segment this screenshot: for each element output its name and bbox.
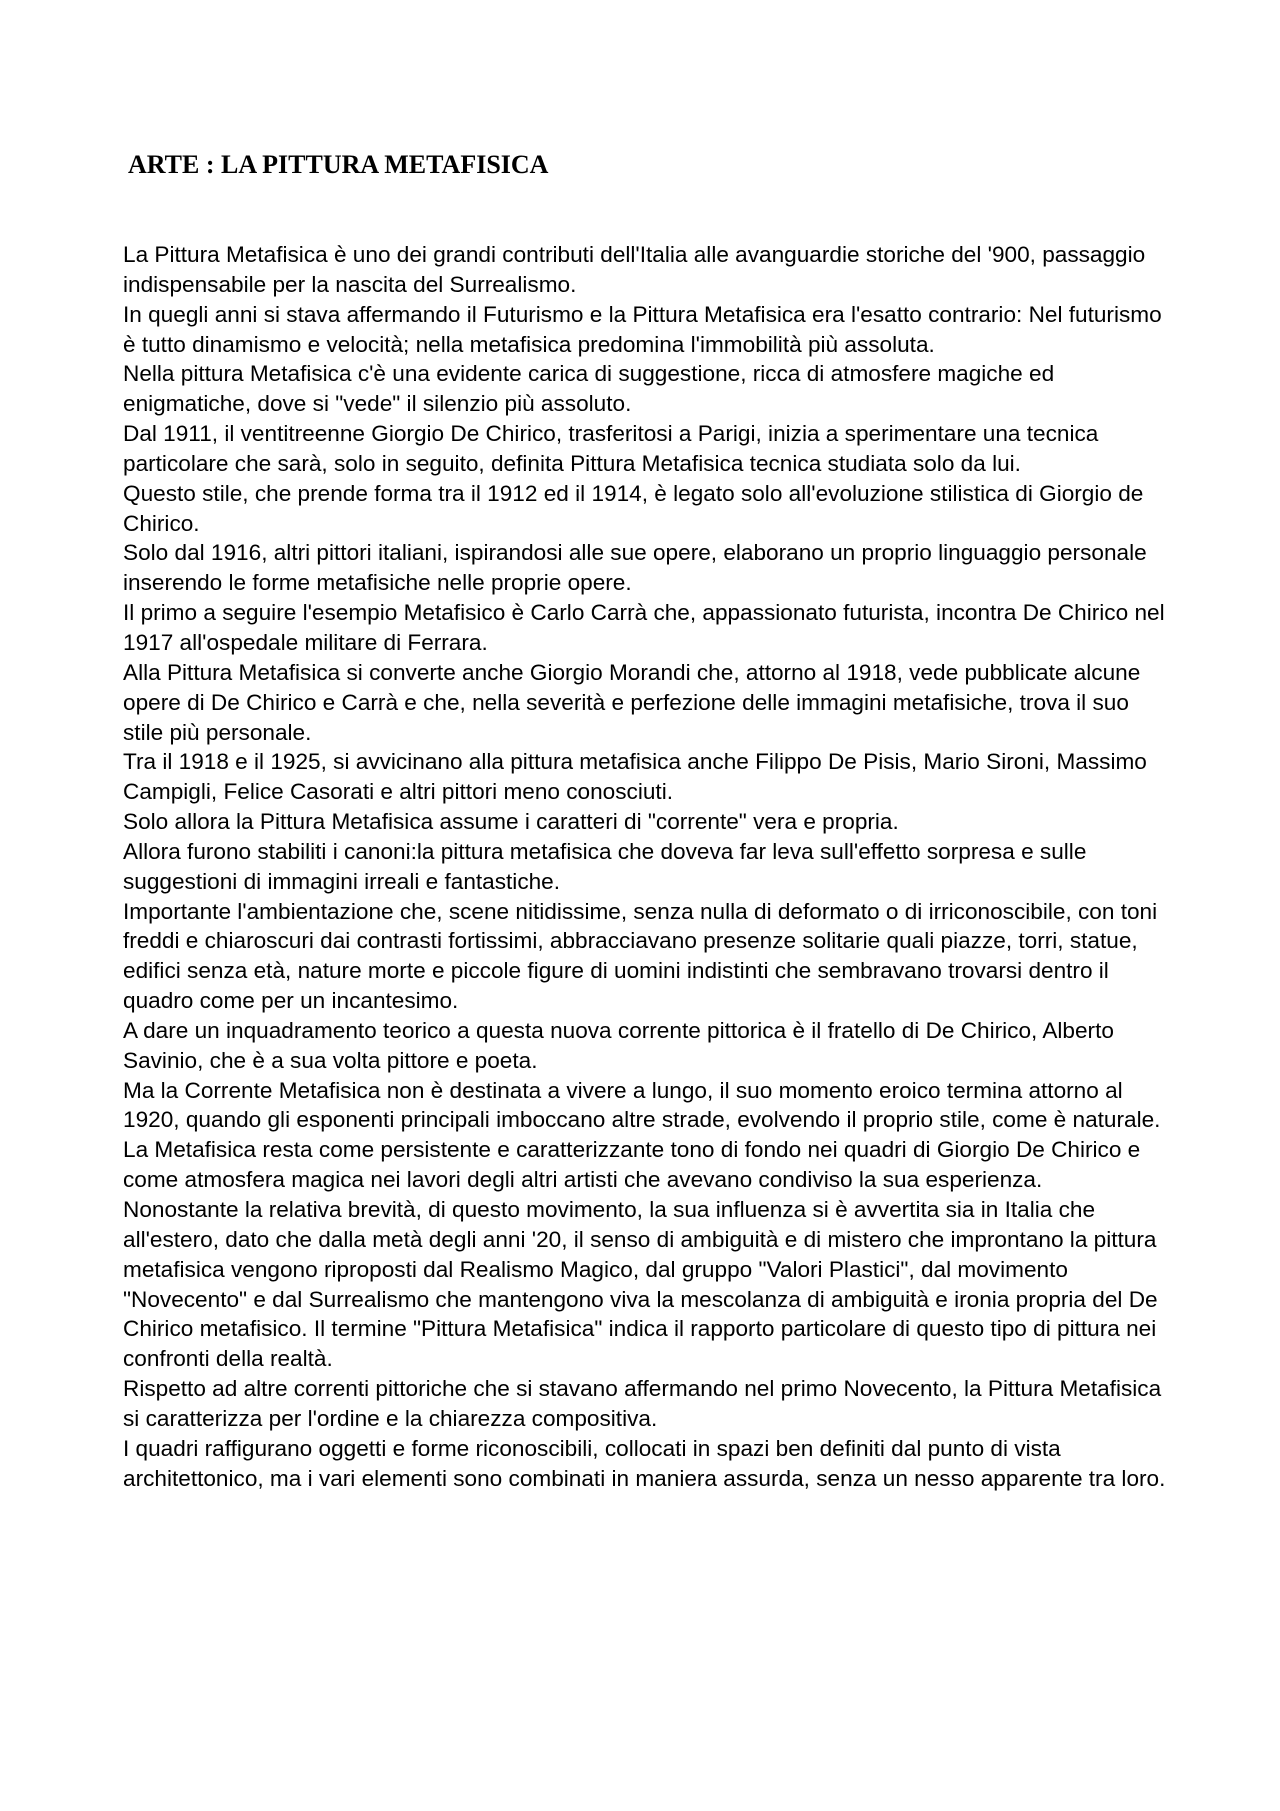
paragraph: In quegli anni si stava affermando il Futurismo e la Pittura Metafisica era l'esatto contrario: Nel futurismo è tutto dinamismo e velocità; nella metafisica predomina l'immobilità più assoluta. [123,301,1162,357]
paragraph: Il primo a seguire l'esempio Metafisico è Carlo Carrà che, appassionato futurista, incontra De Chirico nel 1917 all'ospedale militare di Ferrara. [123,600,1165,655]
paragraph: La Pittura Metafisica è uno dei grandi contributi dell'Italia alle avanguardie storiche del '900, passaggio indispensabile per la nascita del Surrealismo. [123,242,1146,297]
paragraph: Tra il 1918 e il 1925, si avvicinano alla pittura metafisica anche Filippo De Pisis, Mario Sironi, Massimo Campigli, Felice Casorati e altri pittori meno conosciuti. [123,749,1147,805]
document-title: ARTE : LA PITTURA METAFISICA [128,150,549,179]
paragraph: I quadri raffigurano oggetti e forme riconoscibili, collocati in spazi ben definiti dal punto di vista architettonico, ma i vari elementi sono combinati in maniera assurda, senza un nesso apparente tra loro. [123,1435,1166,1491]
paragraph: Rispetto ad altre correnti pittoriche che si stavano affermando nel primo Novecento, la Pittura Metafisica si caratterizza per l'ordine e la chiarezza compositiva. [123,1376,1162,1431]
paragraph: Dal 1911, il ventitreenne Giorgio De Chirico, trasferitosi a Parigi, inizia a sperimentare una tecnica particolare che sarà, solo in seguito, definita Pittura Metafisica tecnica studiata solo da lui. [123,421,1099,476]
paragraph: A dare un inquadramento teorico a questa nuova corrente pittorica è il fratello di De Chirico, Alberto Savinio, che è a sua volta pittore e poeta. [123,1017,1114,1073]
paragraph: Questo stile, che prende forma tra il 1912 ed il 1914, è legato solo all'evoluzione stilistica di Giorgio de Chirico. [123,480,1144,536]
paragraph: La Metafisica resta come persistente e caratterizzante tono di fondo nei quadri di Giorgio De Chirico e come atmosfera magica nei lavori degli altri artisti che avevano condiviso la sua esperienza. [123,1137,1141,1193]
paragraph: Importante l'ambientazione che, scene nitidissime, senza nulla di deformato o di irriconoscibile, con toni freddi e chiaroscuri dai contrasti fortissimi, abbracciavano presenze solitarie quali piazze, torri, statue, edifici senza età, nature morte e piccole figure di uomini indistinti che sembravano trovarsi dentro il quadro come per un incantesimo. [123,898,1158,1014]
paragraph: Nella pittura Metafisica c'è una evidente carica di suggestione, ricca di atmosfere magiche ed enigmatiche, dove si "vede" il silenzio più assoluto. [123,361,1055,417]
paragraph: Solo dal 1916, altri pittori italiani, ispirandosi alle sue opere, elaborano un proprio linguaggio personale inserendo le forme metafisiche nelle proprie opere. [123,540,1147,596]
paragraph: Solo allora la Pittura Metafisica assume i caratteri di "corrente" vera e propria. [123,809,899,835]
paragraph: Allora furono stabiliti i canoni:la pittura metafisica che doveva far leva sull'effetto sorpresa e sulle suggestioni di immagini irreali e fantastiche. [123,838,1087,894]
paragraph: Ma la Corrente Metafisica non è destinata a vivere a lungo, il suo momento eroico termina attorno al 1920, quando gli esponenti principali imboccano altre strade, evolvendo il proprio stile, come è naturale. [123,1077,1161,1133]
paragraph: Nonostante la relativa brevità, di questo movimento, la sua influenza si è avvertita sia in Italia che all'estero, dato che dalla metà degli anni '20, il senso di ambiguità e di mistero che improntano la pittura metafisica vengono riproposti dal Realismo Magico, dal gruppo "Valori Plastici", dal movimento "Novecento" e dal Surrealismo che mantengono viva la mescolanza di ambiguità e ironia propria del De Chirico metafisico. Il termine "Pittura Metafisica" indica il rapporto particolare di questo tipo di pittura nei confronti della realtà. [123,1197,1158,1372]
document-body [123,240,1168,1493]
paragraph: Alla Pittura Metafisica si converte anche Giorgio Morandi che, attorno al 1918, vede pubblicate alcune opere di De Chirico e Carrà e che, nella severità e perfezione delle immagini metafisiche, trova il suo stile più personale. [123,659,1141,745]
